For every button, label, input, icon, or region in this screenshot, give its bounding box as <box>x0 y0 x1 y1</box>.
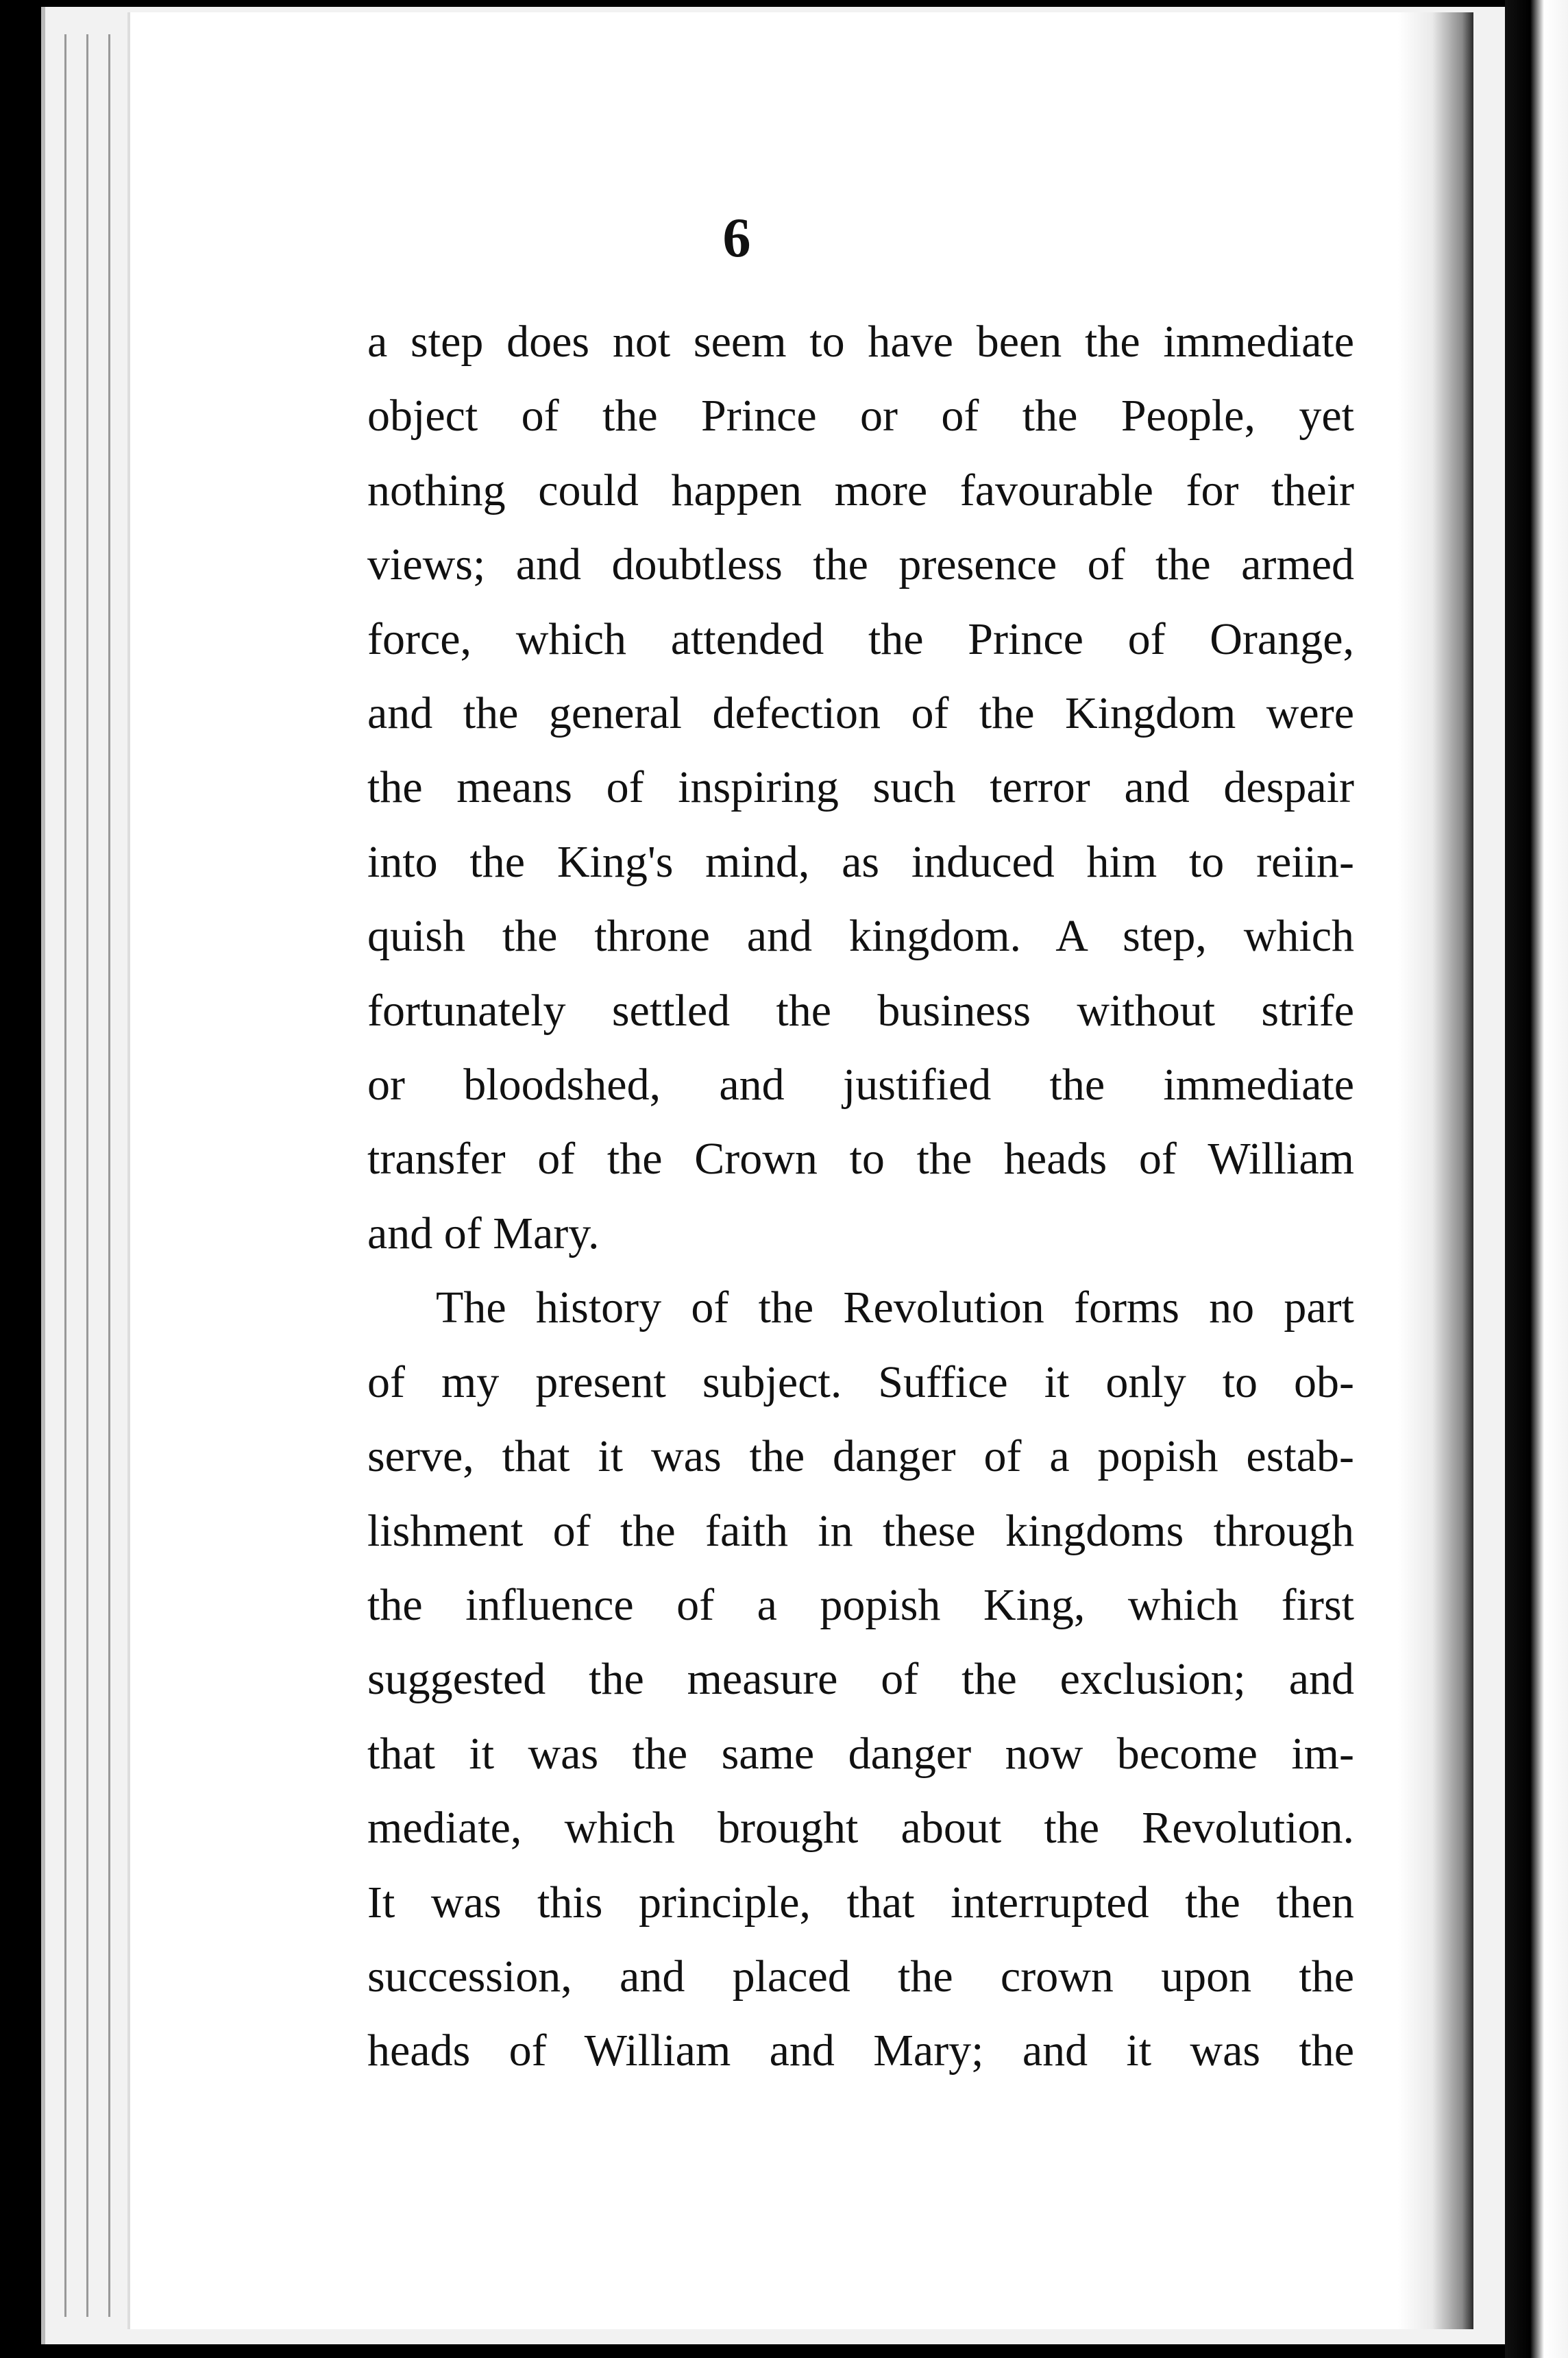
text-line: the influence of a popish King, which first <box>367 1579 1354 1630</box>
text-line: fortunately settled the business without strife <box>367 985 1354 1036</box>
text-line: of my present subject. Suffice it only to ob- <box>367 1357 1354 1407</box>
page-edge <box>86 34 88 2317</box>
text-line: that it was the same danger now become im- <box>367 1728 1354 1779</box>
text-line: mediate, which brought about the Revolution. <box>367 1803 1354 1853</box>
text-line: a step does not seem to have been the immediate <box>367 317 1354 367</box>
text-line: transfer of the Crown to the heads of William <box>367 1134 1354 1184</box>
text-line: The history of the Revolution forms no part <box>436 1283 1354 1333</box>
text-line: the means of inspiring such terror and despair <box>367 762 1354 813</box>
page-edge <box>64 34 66 2317</box>
text-line: or bloodshed, and justified the immediate <box>367 1060 1354 1110</box>
text-line: suggested the measure of the exclusion; and <box>367 1654 1354 1705</box>
text-line: object of the Prince or of the People, yet <box>367 391 1354 441</box>
text-line: lishment of the faith in these kingdoms through <box>367 1505 1354 1556</box>
text-line: force, which attended the Prince of Orange, <box>367 613 1354 664</box>
text-line: into the King's mind, as induced him to reiin- <box>367 836 1354 887</box>
text-line: and of Mary. <box>367 1208 600 1259</box>
page-number: 6 <box>722 206 751 269</box>
text-line: quish the throne and kingdom. A step, which <box>367 911 1354 962</box>
gutter-shadow <box>1398 12 1473 2329</box>
text-line: serve, that it was the danger of a popish estab- <box>367 1431 1354 1482</box>
binding-edge <box>1505 0 1568 2358</box>
text-line: and the general defection of the Kingdom were <box>367 688 1354 739</box>
text-line: heads of William and Mary; and it was the <box>367 2026 1354 2076</box>
text-line: views; and doubtless the presence of the armed <box>367 539 1354 590</box>
text-line: succession, and placed the crown upon the <box>367 1951 1354 2002</box>
text-line: It was this principle, that interrupted the then <box>367 1877 1354 1928</box>
text-line: nothing could happen more favourable for their <box>367 465 1354 515</box>
body-text <box>367 305 1354 2089</box>
page-edge <box>108 34 110 2317</box>
